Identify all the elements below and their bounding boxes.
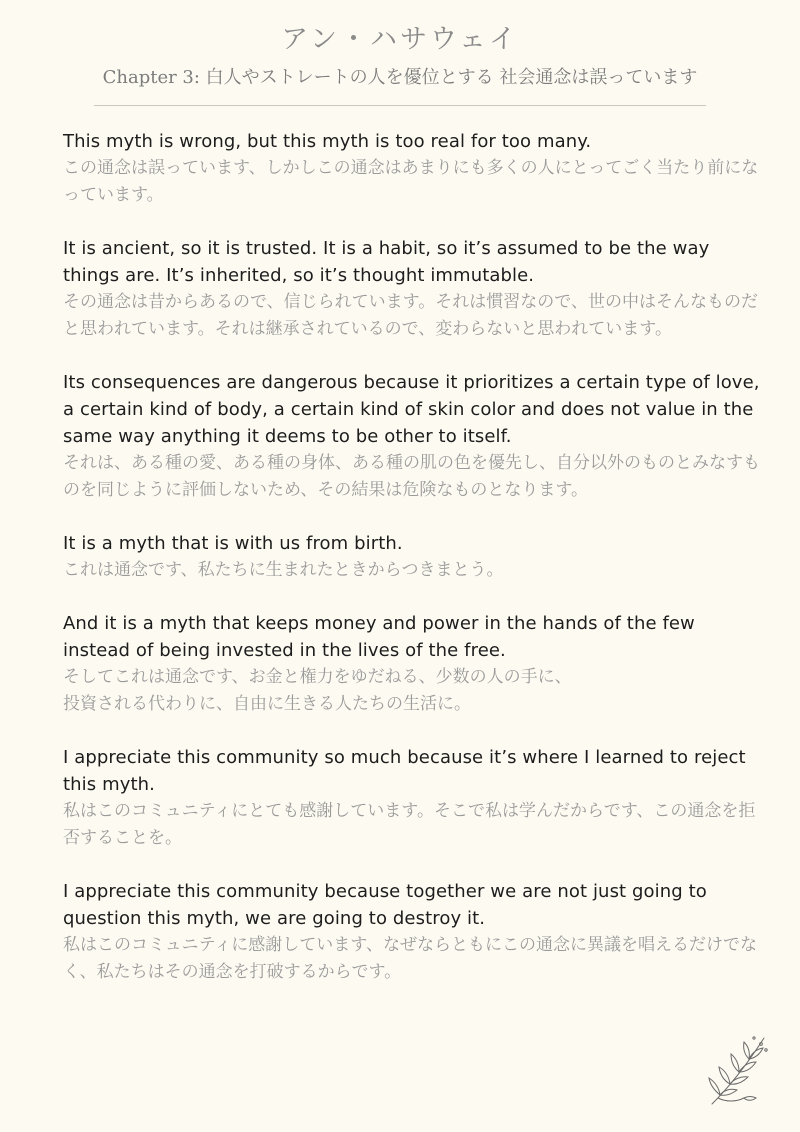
english-text: Its consequences are dangerous because it prioritizes a certain type of love, a certain kind of body, a certain kind of skin color and does not value in the same way anything it deems to be other to itself. (63, 372, 760, 447)
japanese-translation: これは通念です、私たちに生まれたときからつきまとう。 (63, 560, 504, 580)
english-text: I appreciate this community because together we are not just going to question this myth, we are going to destroy it. (63, 881, 707, 929)
chapter-title: Chapter 3: 白人やストレートの人を優位とする 社会通念は誤っています (102, 67, 698, 88)
japanese-translation-line: 投資される代わりに、自由に生きる人たちの生活に。 (63, 694, 471, 714)
paragraph (63, 744, 763, 852)
english-text: This myth is wrong, but this myth is too real for too many. (63, 131, 592, 152)
paragraph (63, 530, 763, 584)
japanese-translation: それは、ある種の愛、ある種の身体、ある種の肌の色を優先し、自分以外のものとみなすものを同じように評価しないため、その結果は危険なものとなります。 (63, 453, 760, 500)
english-text: It is a myth that is with us from birth. (63, 533, 403, 554)
english-text: It is ancient, so it is trusted. It is a habit, so it’s assumed to be the way things are. It’s inherited, so it’s thought immutable. (63, 238, 710, 286)
paragraph (63, 369, 763, 504)
bilingual-text (63, 128, 763, 1012)
paragraph (63, 235, 763, 343)
english-text: And it is a myth that keeps money and power in the hands of the few instead of being invested in the lives of the free. (63, 613, 695, 661)
leaf-sprig-icon (706, 1032, 772, 1108)
author-name: アン・ハサウェイ (281, 24, 519, 55)
japanese-translation: 私はこのコミュニティにとても感謝しています。そこで私は学んだからです、この通念を拒否することを。 (63, 801, 756, 848)
english-text: I appreciate this community so much because it’s where I learned to reject this myth. (63, 747, 746, 795)
paragraph (63, 128, 763, 209)
header-divider (94, 105, 706, 106)
page-header (0, 22, 800, 92)
japanese-translation: その通念は昔からあるので、信じられています。それは慣習なので、世の中はそんなものだと思われています。それは継承されているので、変わらないと思われています。 (63, 292, 758, 339)
paragraph (63, 610, 763, 718)
japanese-translation-line: そしてこれは通念です、お金と権力をゆだねる、少数の人の手に、 (63, 667, 572, 687)
paragraph (63, 878, 763, 986)
japanese-translation: 私はこのコミュニティに感謝しています、なぜならともにこの通念に異議を唱えるだけでなく、私たちはその通念を打破するからです。 (63, 935, 757, 982)
japanese-translation: この通念は誤っています、しかしこの通念はあまりにも多くの人にとってごく当たり前になっています。 (63, 158, 759, 205)
